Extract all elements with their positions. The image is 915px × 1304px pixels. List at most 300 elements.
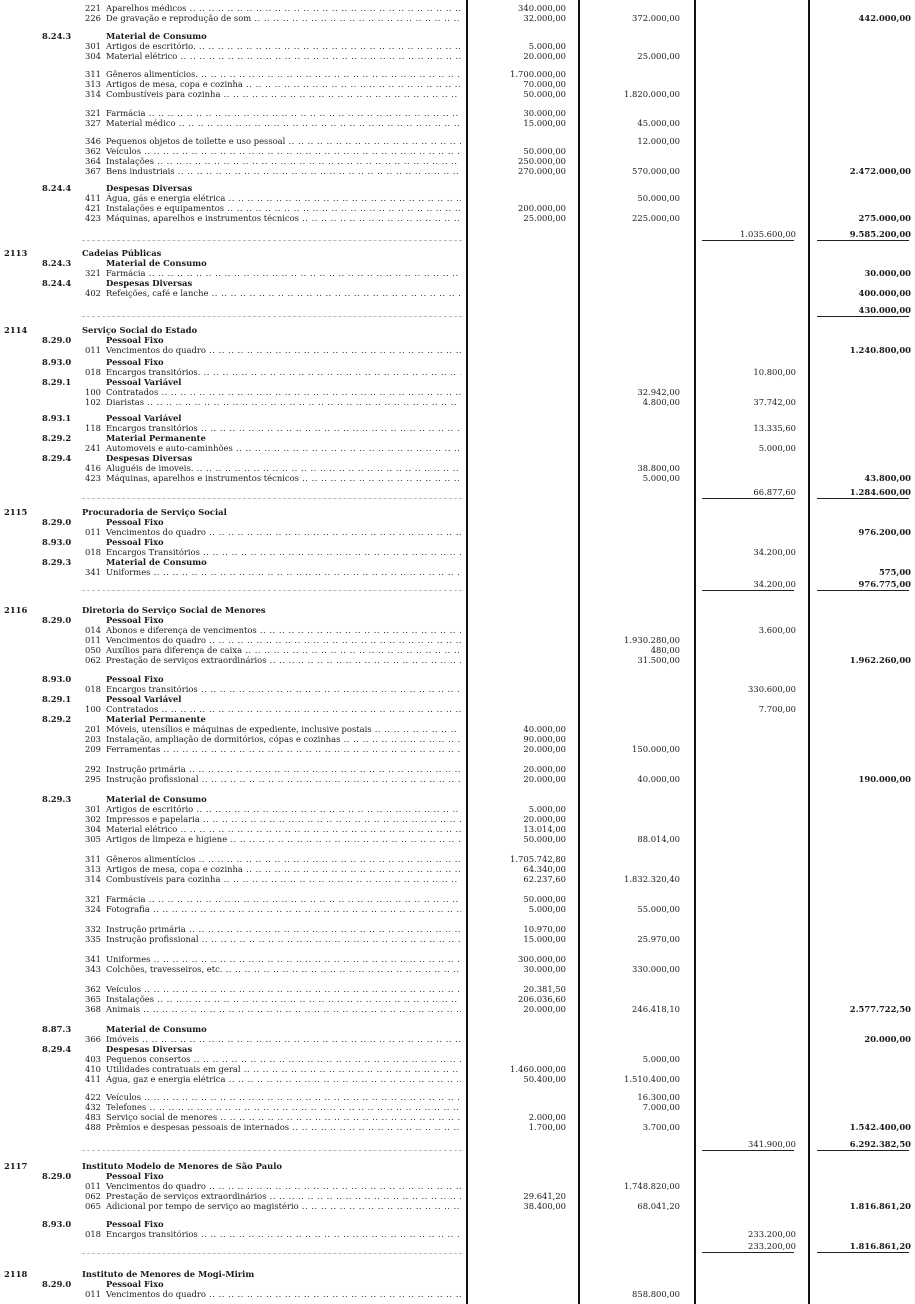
amount-column-2: 858.800,00 [632, 1289, 680, 1299]
item-description: Vencimentos do quadro .. .. [106, 527, 461, 537]
amount-column-2: 1.820.000,00 [624, 89, 680, 99]
item-description: Instalação, ampliação de dormitórios, cópas e cozinhas .. .. [106, 734, 461, 744]
subsection-code: 8.29.0 [42, 517, 72, 527]
amount-column-1: 206.036,60 [518, 994, 566, 1004]
subsection-code: 8.24.3 [42, 31, 72, 41]
subsection-code: 8.29.2 [42, 714, 72, 724]
total-rule [702, 1150, 794, 1151]
item-description: De gravação e reprodução de som .. .. [106, 13, 461, 23]
budget-row [0, 108, 915, 118]
item-code: 411 [85, 1074, 101, 1084]
amount-column-1: 20.000,00 [523, 764, 566, 774]
subsection-code: 8.93.1 [42, 413, 72, 423]
amount-column-1: 270.000,00 [518, 166, 566, 176]
total-row [0, 305, 915, 315]
section-title: Cadeias Públicas [82, 248, 162, 258]
budget-row [0, 724, 915, 734]
item-description: Vencimentos do quadro .. .. [106, 635, 461, 645]
item-code: 314 [85, 874, 101, 884]
amount-column-2: 372.000,00 [632, 13, 680, 23]
amount-column-2: 1.930.280,00 [624, 635, 680, 645]
amount-column-1: 20.000,00 [523, 51, 566, 61]
item-description: Móveis, utensílios e máquinas de expediente, inclusive postais .. .. [106, 724, 461, 734]
section-title: Instituto de Menores de Mogi-Mirim [82, 1269, 255, 1279]
item-code: 203 [85, 734, 101, 744]
budget-row [0, 625, 915, 635]
amount-column-2: 88.014,00 [637, 834, 680, 844]
budget-row [0, 1201, 915, 1211]
item-description: Farmácia .. .. [106, 894, 461, 904]
budget-row [0, 156, 915, 166]
item-code: 410 [85, 1064, 101, 1074]
item-code: 018 [85, 684, 101, 694]
amount-column-4: 30.000,00 [864, 268, 911, 278]
budget-row [0, 1181, 915, 1191]
item-code: 226 [85, 13, 101, 23]
amount-column-2: 4.800,00 [642, 397, 680, 407]
total-rule [702, 498, 794, 499]
amount-column-2: 1.510.400,00 [624, 1074, 680, 1084]
item-description: Ferramentas .. .. [106, 744, 461, 754]
group-heading: Pessoal Fixo [106, 335, 164, 345]
group-heading: Pessoal Variável [106, 694, 182, 704]
item-code: 018 [85, 547, 101, 557]
budget-row [0, 557, 915, 567]
amount-column-2: 330.000,00 [632, 964, 680, 974]
total-row [0, 229, 915, 239]
amount-column-3: 13.335,60 [753, 423, 796, 433]
section-title: Instituto Modelo de Menores de São Paulo [82, 1161, 283, 1171]
section-code: 2118 [4, 1269, 28, 1279]
item-description: Encargos Transitórios .. .. [106, 547, 461, 557]
amount-column-1: 15.000,00 [523, 118, 566, 128]
section-separator [82, 316, 462, 317]
amount-column-1: 90.000,00 [523, 734, 566, 744]
group-heading: Despesas Diversas [106, 183, 193, 193]
item-code: 365 [85, 994, 101, 1004]
amount-column-2: 150.000,00 [632, 744, 680, 754]
total-rule [817, 1150, 909, 1151]
budget-row [0, 1289, 915, 1299]
amount-column-4: 9.585.200,00 [849, 229, 911, 239]
section-header-row [0, 325, 915, 335]
item-code: 050 [85, 645, 101, 655]
amount-column-4: 1.240.800,00 [849, 345, 911, 355]
subsection-code: 8.29.4 [42, 1044, 72, 1054]
subsection-code: 8.29.3 [42, 557, 72, 567]
budget-row [0, 794, 915, 804]
amount-column-4: 976.775,00 [858, 579, 911, 589]
item-code: 302 [85, 814, 101, 824]
total-rule [702, 240, 794, 241]
budget-row [0, 166, 915, 176]
section-code: 2113 [4, 248, 28, 258]
item-code: 065 [85, 1201, 101, 1211]
amount-column-2: 38.800,00 [637, 463, 680, 473]
item-description: Prestação de serviços extraordinários .. .. [106, 1191, 461, 1201]
amount-column-4: 1.816.861,20 [849, 1241, 911, 1251]
budget-row [0, 89, 915, 99]
item-description: Vencimentos do quadro .. .. [106, 345, 461, 355]
item-description: Artigos de escritório .. .. [106, 804, 461, 814]
amount-column-1: 5.000,00 [528, 804, 566, 814]
item-description: Combustíveis para cozinha .. .. [106, 874, 461, 884]
budget-row [0, 1122, 915, 1132]
item-code: 483 [85, 1112, 101, 1122]
budget-row [0, 854, 915, 864]
amount-column-2: 25.000,00 [637, 51, 680, 61]
amount-column-2: 40.000,00 [637, 774, 680, 784]
item-description: Encargos transitórios .. .. [106, 1229, 461, 1239]
item-description: Diaristas .. .. [106, 397, 461, 407]
amount-column-2: 12.000,00 [637, 136, 680, 146]
amount-column-2: 5.000,00 [642, 1054, 680, 1064]
amount-column-1: 32.000,00 [523, 13, 566, 23]
item-code: 311 [85, 69, 101, 79]
total-row [0, 579, 915, 589]
section-header-row [0, 1269, 915, 1279]
group-heading: Pessoal Fixo [106, 674, 164, 684]
group-heading: Pessoal Fixo [106, 1171, 164, 1181]
section-separator [82, 240, 462, 241]
item-code: 014 [85, 625, 101, 635]
amount-column-1: 2.000,00 [528, 1112, 566, 1122]
amount-column-1: 50.000,00 [523, 894, 566, 904]
budget-row [0, 1229, 915, 1239]
amount-column-3: 34.200,00 [753, 547, 796, 557]
item-code: 321 [85, 894, 101, 904]
amount-column-2: 25.970,00 [637, 934, 680, 944]
item-code: 416 [85, 463, 101, 473]
group-heading: Despesas Diversas [106, 1044, 193, 1054]
item-code: 301 [85, 804, 101, 814]
item-description: Instalações e equipamentos .. .. [106, 203, 461, 213]
amount-column-2: 31.500,00 [637, 655, 680, 665]
amount-column-1: 50.400,00 [523, 1074, 566, 1084]
amount-column-3: 10.800,00 [753, 367, 796, 377]
item-description: Auxílios para diferença de caixa .. .. [106, 645, 461, 655]
item-description: Material elétrico .. .. [106, 824, 461, 834]
budget-row [0, 645, 915, 655]
amount-column-2: 16.300,00 [637, 1092, 680, 1102]
item-code: 102 [85, 397, 101, 407]
budget-row [0, 413, 915, 423]
budget-row [0, 694, 915, 704]
item-description: Máquinas, aparelhos e instrumentos técnicos .. .. [106, 473, 461, 483]
amount-column-1: 15.000,00 [523, 934, 566, 944]
budget-row [0, 924, 915, 934]
section-separator [82, 590, 462, 591]
amount-column-1: 340.000,00 [518, 3, 566, 13]
budget-row [0, 734, 915, 744]
item-code: 305 [85, 834, 101, 844]
amount-column-3: 66.877,60 [753, 487, 796, 497]
item-description: Prestação de serviços extraordinários .. .. [106, 655, 461, 665]
budget-row [0, 1191, 915, 1201]
amount-column-2: 50.000,00 [637, 193, 680, 203]
group-heading: Despesas Diversas [106, 278, 193, 288]
amount-column-4: 430.000,00 [858, 305, 911, 315]
group-heading: Pessoal Fixo [106, 1279, 164, 1289]
total-rule [702, 590, 794, 591]
item-code: 062 [85, 655, 101, 665]
budget-row [0, 69, 915, 79]
item-description: Prêmios e despesas pessoais de internados .. .. [106, 1122, 461, 1132]
budget-row [0, 357, 915, 367]
item-description: Gêneros alimentícios .. .. [106, 854, 461, 864]
group-heading: Material de Consumo [106, 31, 207, 41]
budget-row [0, 288, 915, 298]
amount-column-1: 70.000,00 [523, 79, 566, 89]
item-code: 411 [85, 193, 101, 203]
item-description: Abonos e diferença de vencimentos .. .. [106, 625, 461, 635]
amount-column-4: 400.000,00 [858, 288, 911, 298]
budget-row [0, 874, 915, 884]
amount-column-1: 30.000,00 [523, 964, 566, 974]
budget-row [0, 774, 915, 784]
budget-row [0, 268, 915, 278]
group-heading: Material de Consumo [106, 794, 207, 804]
item-description: Artigos de escritório. .. .. [106, 41, 461, 51]
budget-row [0, 335, 915, 345]
budget-row [0, 3, 915, 13]
budget-row [0, 31, 915, 41]
budget-row [0, 517, 915, 527]
budget-row [0, 1024, 915, 1034]
item-code: 366 [85, 1034, 101, 1044]
subsection-code: 8.93.0 [42, 1219, 72, 1229]
section-title: Serviço Social do Estado [82, 325, 198, 335]
total-row [0, 487, 915, 497]
item-description: Artigos de limpeza e higiene .. .. [106, 834, 461, 844]
amount-column-2: 45.000,00 [637, 118, 680, 128]
group-heading: Material Permanente [106, 714, 206, 724]
item-code: 332 [85, 924, 101, 934]
budget-row [0, 118, 915, 128]
subsection-code: 8.93.0 [42, 357, 72, 367]
subsection-code: 8.24.4 [42, 278, 72, 288]
amount-column-1: 64.340,00 [523, 864, 566, 874]
item-description: Fotografia .. .. [106, 904, 461, 914]
amount-column-4: 2.472.000,00 [849, 166, 911, 176]
item-description: Encargos transitórios. .. .. [106, 367, 461, 377]
amount-column-1: 50.000,00 [523, 834, 566, 844]
item-description: Água, gaz e energia elétrica .. .. [106, 1074, 461, 1084]
item-code: 221 [85, 3, 101, 13]
item-code: 421 [85, 203, 101, 213]
budget-row [0, 278, 915, 288]
subsection-code: 8.29.3 [42, 794, 72, 804]
budget-row [0, 635, 915, 645]
item-code: 201 [85, 724, 101, 734]
group-heading: Pessoal Fixo [106, 517, 164, 527]
subsection-code: 8.87.3 [42, 1024, 72, 1034]
item-code: 313 [85, 864, 101, 874]
amount-column-1: 200.000,00 [518, 203, 566, 213]
amount-column-3: 341.900,00 [748, 1139, 796, 1149]
budget-row [0, 954, 915, 964]
section-title: Procuradoria de Serviço Social [82, 507, 227, 517]
section-code: 2116 [4, 605, 28, 615]
item-description: Encargos transitórios .. .. [106, 423, 461, 433]
budget-row [0, 904, 915, 914]
amount-column-1: 10.970,00 [523, 924, 566, 934]
budget-row [0, 864, 915, 874]
budget-row [0, 367, 915, 377]
item-code: 209 [85, 744, 101, 754]
budget-row [0, 433, 915, 443]
group-heading: Material de Consumo [106, 1024, 207, 1034]
item-code: 368 [85, 1004, 101, 1014]
amount-column-3: 1.035.600,00 [740, 229, 796, 239]
budget-row [0, 984, 915, 994]
amount-column-4: 976.200,00 [858, 527, 911, 537]
budget-row [0, 453, 915, 463]
amount-column-4: 1.284.600,00 [849, 487, 911, 497]
section-header-row [0, 605, 915, 615]
item-code: 304 [85, 51, 101, 61]
item-code: 314 [85, 89, 101, 99]
budget-row [0, 213, 915, 223]
subsection-code: 8.29.0 [42, 335, 72, 345]
item-code: 011 [85, 1181, 101, 1191]
amount-column-1: 38.400,00 [523, 1201, 566, 1211]
subsection-code: 8.29.0 [42, 1279, 72, 1289]
amount-column-1: 1.700,00 [528, 1122, 566, 1132]
item-code: 335 [85, 934, 101, 944]
item-description: Aparelhos médicos .. .. [106, 3, 461, 13]
item-description: Instrução primária .. .. [106, 924, 461, 934]
item-description: Contratados .. .. [106, 704, 461, 714]
item-description: Artigos de mesa, copa e cozinha .. .. [106, 79, 461, 89]
budget-row [0, 1044, 915, 1054]
item-code: 402 [85, 288, 101, 298]
item-description: Máquinas, aparelhos e instrumentos técnicos .. .. [106, 213, 461, 223]
group-heading: Material Permanente [106, 433, 206, 443]
subsection-code: 8.29.1 [42, 377, 72, 387]
item-code: 062 [85, 1191, 101, 1201]
budget-row [0, 674, 915, 684]
item-code: 295 [85, 774, 101, 784]
item-description: Instalações .. .. [106, 156, 461, 166]
total-rule [817, 316, 909, 317]
amount-column-4: 1.542.400,00 [849, 1122, 911, 1132]
amount-column-1: 20.000,00 [523, 814, 566, 824]
budget-row [0, 567, 915, 577]
budget-row [0, 744, 915, 754]
item-code: 343 [85, 964, 101, 974]
subsection-code: 8.29.0 [42, 615, 72, 625]
item-description: Instrução primária .. .. [106, 764, 461, 774]
section-code: 2114 [4, 325, 28, 335]
section-header-row [0, 248, 915, 258]
amount-column-2: 55.000,00 [637, 904, 680, 914]
item-description: Utilidades contratuais em geral .. .. [106, 1064, 461, 1074]
budget-row [0, 894, 915, 904]
budget-row [0, 258, 915, 268]
item-description: Instalações .. .. [106, 994, 461, 1004]
item-code: 346 [85, 136, 101, 146]
amount-column-4: 1.962.260,00 [849, 655, 911, 665]
item-description: Colchões, travesseiros, etc. .. .. [106, 964, 461, 974]
amount-column-3: 7.700,00 [758, 704, 796, 714]
amount-column-1: 29.641,20 [523, 1191, 566, 1201]
total-row [0, 1139, 915, 1149]
amount-column-1: 40.000,00 [523, 724, 566, 734]
item-code: 324 [85, 904, 101, 914]
total-rule [702, 1252, 794, 1253]
group-heading: Pessoal Fixo [106, 357, 164, 367]
budget-row [0, 1064, 915, 1074]
item-description: Veículos .. .. [106, 146, 461, 156]
subsection-code: 8.93.0 [42, 674, 72, 684]
item-description: Combustíveis para cozinha .. .. [106, 89, 461, 99]
amount-column-3: 3.600,00 [758, 625, 796, 635]
item-description: Farmácia .. .. [106, 108, 461, 118]
amount-column-2: 1.832.320,40 [624, 874, 680, 884]
section-header-row [0, 1161, 915, 1171]
section-header-row [0, 507, 915, 517]
item-code: 364 [85, 156, 101, 166]
budget-row [0, 1171, 915, 1181]
item-code: 304 [85, 824, 101, 834]
section-separator [82, 1253, 462, 1254]
budget-row [0, 1074, 915, 1084]
item-code: 321 [85, 108, 101, 118]
budget-row [0, 994, 915, 1004]
item-description: Água, gás e energia elétrica .. .. [106, 193, 461, 203]
item-code: 341 [85, 954, 101, 964]
budget-row [0, 547, 915, 557]
item-description: Bens industriais .. .. [106, 166, 461, 176]
item-code: 118 [85, 423, 101, 433]
item-description: Pequenos consertos .. .. [106, 1054, 461, 1064]
amount-column-4: 275.000,00 [858, 213, 911, 223]
item-description: Instrução profissional .. .. [106, 774, 461, 784]
item-description: Aluguéis de imoveis. .. .. [106, 463, 461, 473]
item-code: 422 [85, 1092, 101, 1102]
amount-column-3: 233.200,00 [748, 1229, 796, 1239]
item-code: 341 [85, 567, 101, 577]
item-code: 241 [85, 443, 101, 453]
item-code: 327 [85, 118, 101, 128]
item-code: 423 [85, 213, 101, 223]
item-description: Uniformes .. .. [106, 567, 461, 577]
budget-row [0, 387, 915, 397]
total-rule [817, 1252, 909, 1253]
amount-column-2: 225.000,00 [632, 213, 680, 223]
amount-column-1: 300.000,00 [518, 954, 566, 964]
item-description: Farmácia .. .. [106, 268, 461, 278]
item-description: Telefones .. .. [106, 1102, 461, 1112]
amount-column-1: 50.000,00 [523, 89, 566, 99]
item-description: Vencimentos do quadro .. .. [106, 1181, 461, 1191]
budget-row [0, 615, 915, 625]
item-description: Contratados .. .. [106, 387, 461, 397]
item-description: Uniformes .. .. [106, 954, 461, 964]
item-description: Gêneros alimentícios. .. .. [106, 69, 461, 79]
budget-row [0, 1054, 915, 1064]
budget-row [0, 463, 915, 473]
amount-column-2: 1.748.820,00 [624, 1181, 680, 1191]
budget-row [0, 136, 915, 146]
amount-column-1: 1.700.000,00 [510, 69, 566, 79]
total-rule [817, 240, 909, 241]
total-row [0, 1241, 915, 1251]
item-code: 011 [85, 635, 101, 645]
budget-row [0, 704, 915, 714]
subsection-code: 8.29.1 [42, 694, 72, 704]
